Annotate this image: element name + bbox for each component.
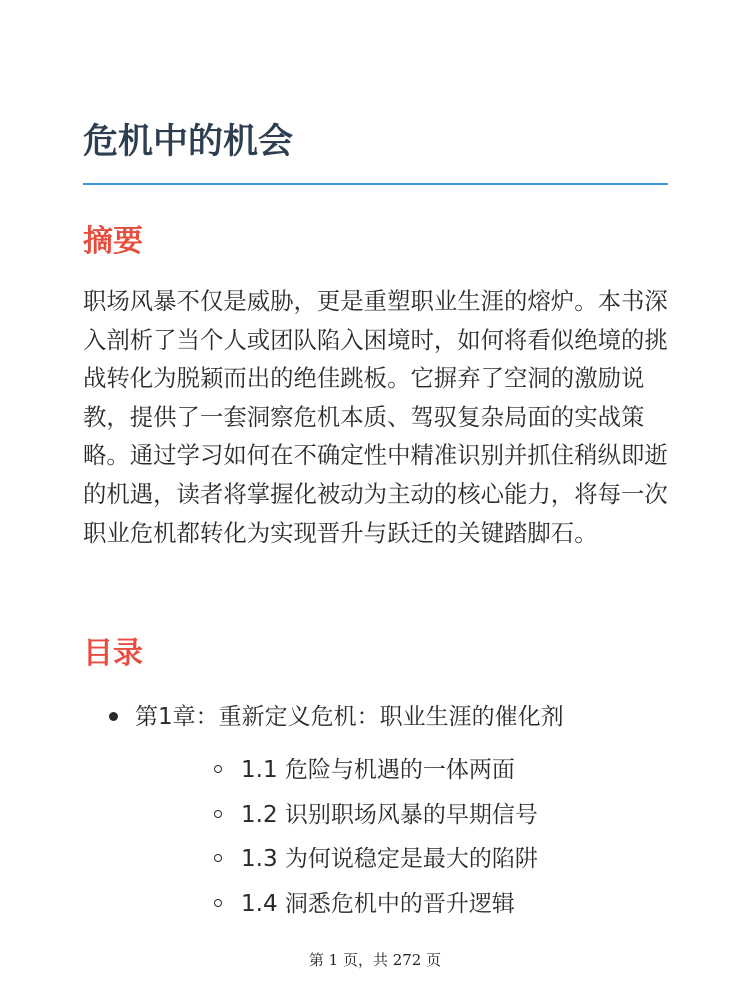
toc-list (83, 696, 668, 926)
toc-section-label: 1.1 危险与机遇的一体两面 (241, 757, 515, 783)
document-title: 危机中的机会 (83, 122, 294, 162)
toc-section-1-3 (189, 837, 668, 882)
bullet-circle-icon (214, 810, 222, 818)
toc-section-label: 1.2 识别职场风暴的早期信号 (241, 801, 538, 828)
toc-section-1-2 (189, 793, 668, 838)
title-divider (83, 183, 668, 185)
summary-heading: 摘要 (83, 224, 143, 259)
toc-chapter-1 (83, 696, 668, 926)
toc-section-label: 1.4 洞悉危机中的晋升逻辑 (241, 890, 515, 917)
toc-chapter-label: 第1章：重新定义危机：职业生涯的催化剂 (135, 704, 564, 730)
bullet-circle-icon (214, 765, 222, 773)
bullet-disc-icon (109, 712, 118, 721)
page-number-footer: 第 1 页，共 272 页 (308, 951, 442, 969)
toc-section-1-4 (189, 882, 668, 927)
bullet-circle-icon (214, 899, 222, 907)
bullet-circle-icon (214, 854, 222, 862)
toc-heading: 目录 (83, 636, 143, 671)
toc-section-label: 1.3 为何说稳定是最大的陷阱 (241, 846, 538, 872)
toc-section-1-1 (189, 748, 668, 793)
summary-paragraph: 职场风暴不仅是威胁，更是重塑职业生涯的熔炉。本书深入剖析了当个人或团队陷入困境时，如何将看似绝境的挑战转化为脱颖而出的绝佳跳板。它摒弃了空洞的激励说教，提供了一套洞察危机本质、驾驭复杂局面的实战策略。通过学习如何在不确定性中精准识别并抓住稍纵即逝的机遇，读者将掌握化被动为主动的核心能力，将每一次职业危机都转化为实现晋升与跃迁的关键踏脚石。 (83, 287, 668, 547)
toc-section-list (135, 748, 668, 926)
